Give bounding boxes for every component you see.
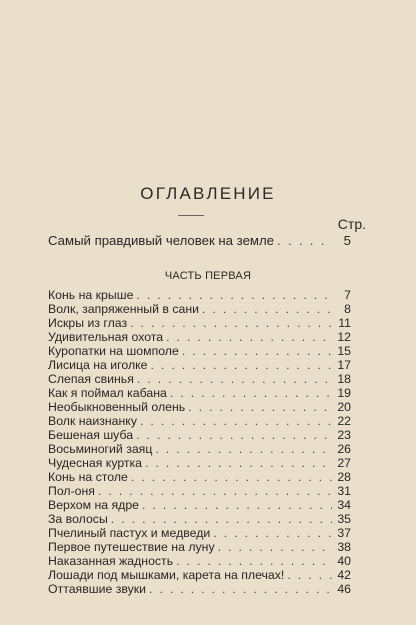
toc-entry-title: Конь на столе (48, 470, 128, 484)
toc-entry-page: 18 (337, 372, 351, 386)
toc-entry-page: 26 (337, 442, 351, 456)
toc-entry-title: Самый правдивый человек на земле (48, 233, 275, 248)
toc-entry (48, 359, 351, 371)
toc-entry-page: 15 (337, 344, 351, 358)
toc-entry-page: 5 (343, 233, 351, 248)
toc-entry-intro (48, 234, 351, 247)
toc-entry-title: Бешеная шуба (48, 428, 134, 442)
toc-entry (48, 499, 351, 511)
toc-entry-title: Куропатки на шомполе (48, 344, 179, 358)
dot-leader (111, 513, 332, 525)
toc-entry-title: За волосы (48, 512, 108, 526)
toc-entry-page: 20 (337, 400, 351, 414)
toc-entry (48, 457, 351, 469)
page-column-label: Стр. (337, 216, 366, 232)
toc-entry-title: Восьминогий заяц (48, 442, 153, 456)
toc-entry (48, 527, 351, 539)
toc-entry (48, 485, 351, 497)
toc-entry-page: 17 (337, 358, 351, 372)
toc-entry (48, 471, 351, 483)
dot-leader (131, 471, 332, 483)
dot-leader (202, 303, 332, 315)
dot-leader (140, 415, 332, 427)
toc-entry (48, 317, 351, 329)
toc-entry-page: 46 (337, 582, 351, 596)
toc-entry (48, 303, 351, 315)
dot-leader (136, 429, 332, 441)
toc-entry-page: 42 (337, 568, 351, 582)
dot-leader (188, 401, 332, 413)
dot-leader (166, 331, 332, 343)
dot-leader (182, 345, 332, 357)
dot-leader (149, 583, 332, 595)
dot-leader (218, 541, 332, 553)
toc-entry-title: Пол-оня (48, 484, 95, 498)
toc-entry (48, 583, 351, 595)
toc-entry-page: 22 (337, 414, 351, 428)
toc-entry-title: Необыкновенный олень (48, 400, 186, 414)
toc-entry-title: Наказанная жадность (48, 554, 174, 568)
toc-entry (48, 513, 351, 525)
toc-heading: ОГЛАВЛЕНИЕ (140, 184, 276, 203)
toc-entry-page: 35 (337, 512, 351, 526)
toc-entry-page: 40 (337, 554, 351, 568)
toc-entry-title: Лисица на иголке (48, 358, 148, 372)
toc-entry-title: Лошади под мышками, карета на плечах! (48, 568, 285, 582)
toc-entry (48, 345, 351, 357)
toc-entry (48, 541, 351, 553)
toc-entry (48, 401, 351, 413)
toc-entry-page: 38 (337, 540, 351, 554)
toc-entry-page: 34 (337, 498, 351, 512)
toc-entry (48, 289, 351, 301)
dot-leader (151, 359, 333, 371)
toc-entry-page: 8 (344, 302, 351, 316)
toc-entry-title: Волк, запряженный в сани (48, 302, 200, 316)
dot-leader (137, 373, 332, 385)
dot-leader (145, 457, 332, 469)
dot-leader (136, 289, 332, 301)
toc-entry-title: Конь на крыше (48, 288, 134, 302)
toc-entry-page: 37 (337, 526, 351, 540)
toc-entry (48, 555, 351, 567)
toc-entry (48, 569, 351, 581)
toc-entry (48, 443, 351, 455)
dot-leader (213, 527, 332, 539)
toc-entry-title: Волк наизнанку (48, 414, 137, 428)
toc-entry-page: 28 (337, 470, 351, 484)
toc-entry-page: 27 (337, 456, 351, 470)
dot-leader (277, 234, 332, 247)
toc-entry-page: 31 (337, 484, 351, 498)
toc-entry-page: 7 (344, 288, 351, 302)
toc-entry-title: Пчелиный пастух и медведи (48, 526, 211, 540)
toc-entry (48, 387, 351, 399)
toc-entry-page: 19 (337, 386, 351, 400)
toc-entry-title: Удивительная охота (48, 330, 164, 344)
dot-leader (176, 555, 332, 567)
toc-entry-title: Чудесная куртка (48, 456, 143, 470)
dot-leader (98, 485, 332, 497)
heading-divider (178, 215, 204, 216)
toc-entry-title: Слепая свинья (48, 372, 134, 386)
toc-entry (48, 373, 351, 385)
toc-entry-page: 12 (337, 330, 351, 344)
toc-entry-title: Первое путешествие на луну (48, 540, 215, 554)
toc-entry (48, 415, 351, 427)
toc-entry (48, 429, 351, 441)
part-title: ЧАСТЬ ПЕРВАЯ (164, 270, 252, 282)
dot-leader (142, 499, 332, 511)
toc-entry-page: 11 (338, 316, 351, 330)
dot-leader (130, 317, 332, 329)
toc-entry-title: Искры из глаз (48, 316, 128, 330)
toc-entry-page: 23 (337, 428, 351, 442)
toc-entry-title: Оттаявшие звуки (48, 582, 147, 596)
dot-leader (155, 443, 332, 455)
dot-leader (170, 387, 332, 399)
toc-entry-title: Как я поймал кабана (48, 386, 167, 400)
dot-leader (287, 569, 332, 581)
toc-entry (48, 331, 351, 343)
toc-entry-title: Верхом на ядре (48, 498, 140, 512)
